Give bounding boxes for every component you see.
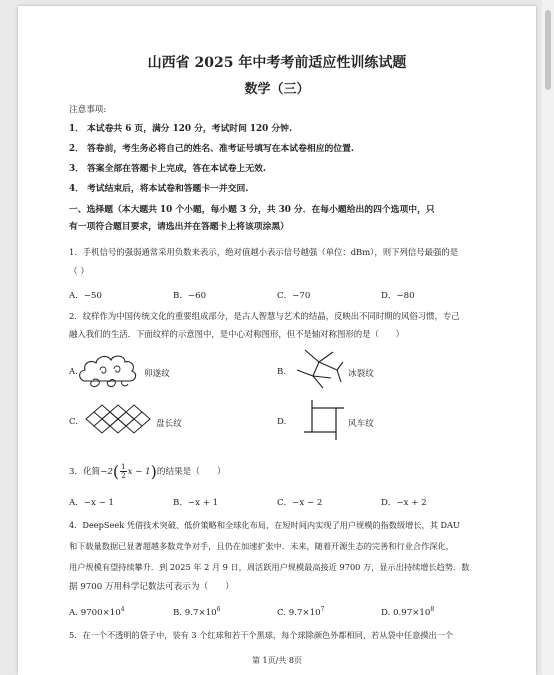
q3-option-a: A．−x − 1 [69, 498, 114, 508]
q3-frac-num: 1 [121, 463, 126, 471]
notice-heading: 注意事项: [69, 105, 107, 115]
document-page [18, 6, 536, 675]
q2-option-d-label: 风车纹 [348, 419, 374, 429]
q3-open-paren: ( [112, 461, 120, 481]
q3-suffix: 的结果是（ ） [156, 466, 226, 477]
q3-close-paren: ) [150, 461, 157, 481]
notice-4: 4． 考试结束后，将本试卷和答题卡一并交回. [69, 184, 249, 194]
q4-option-a: A. $9700\times 10^4$ [69, 606, 125, 618]
q2-line2: 融入我们的生活．下面纹样的示意图中，是中心对称图形，但不是轴对称图形的是（ ） [69, 329, 404, 339]
q1-option-a: A．−50 [69, 291, 102, 301]
notice-1: 1． 本试卷共 6 页，满分 120 分，考试时间 120 分钟. [69, 124, 293, 134]
exam-title: 山西省 2025 年中考考前适应性训练试题 [147, 55, 407, 71]
scrollbar-thumb[interactable] [545, 10, 551, 90]
ice-crack-pattern-icon [291, 348, 345, 390]
q3-fraction [120, 463, 126, 480]
cloud-pattern-icon [78, 351, 142, 391]
q3-option-b: B．−x + 1 [173, 498, 219, 508]
q3-line [69, 463, 226, 480]
exam-subtitle: 数学（三） [244, 82, 310, 97]
q2-option-c-letter: C. [69, 417, 79, 427]
q4-option-c: C. $9.7\times 10^7$ [277, 606, 325, 618]
vertical-scrollbar[interactable] [542, 0, 554, 675]
q2-line1: 2．纹样作为中国传统文化的重要组成部分，是古人智慧与艺术的结晶，反映出不同时期的风俗习惯，专己 [69, 311, 460, 321]
q4-line2: 和下载量数据已显著超越多数竞争对手，且仍在加速扩张中．未来，随着开源生态的完善和行业合作深化， [69, 541, 454, 551]
q3-option-c: C．−x − 2 [277, 498, 323, 508]
q1-option-c: C．−70 [277, 291, 311, 301]
q2-option-b-label: 冰裂纹 [348, 369, 374, 379]
section1-heading-line2: 有一项符合题目要求，请选出并在答题卡上将该项涂黑） [69, 222, 289, 232]
q4-line3: 用户规模有望持续攀升．到 2025 年 2 月 9 日，周活跃用户规模最高接近 9700 万，显示出持续增长趋势．数 [69, 562, 470, 572]
q4-option-d: D. $0.97\times 10^8$ [381, 606, 435, 618]
notice-2: 2． 答卷前，考生务必将自己的姓名、准考证号填写在本试卷相应的位置. [69, 144, 354, 154]
q1-line2: （ ） [69, 267, 89, 277]
endless-knot-pattern-icon [82, 402, 154, 436]
notice-3: 3． 答案全部在答题卡上完成，答在本试卷上无效. [69, 164, 266, 174]
q2-option-b-letter: B. [277, 367, 287, 377]
page-footer: 第 1页/共 8页 [252, 656, 302, 665]
q3-prefix: 3．化简 [69, 466, 101, 477]
q4-option-b: B. $9.7\times 10^6$ [173, 606, 221, 618]
q4-line1: 4．DeepSeek 凭借技术突破、低价策略和全球化布局，在短时间内实现了用户规模的指数级增长，其 DAU [69, 520, 460, 530]
q3-option-d: D．−x + 2 [381, 498, 427, 508]
q2-option-d-letter: D. [277, 417, 287, 427]
q4-line4: 据 9700 万用科学记数法可表示为（ ） [69, 582, 234, 592]
q2-option-a-letter: A. [69, 367, 78, 377]
q3-expr-end: x − 1 [127, 466, 151, 477]
windmill-pattern-icon [304, 398, 344, 440]
section1-heading-line1: 一、选择题（本大题共 10 个小题，每小题 3 分，共 30 分．在每小题给出的四个选项中，只 [69, 205, 435, 215]
q3-frac-den: 2 [121, 472, 126, 480]
q1-option-d: D．−80 [381, 291, 415, 301]
q1-option-b: B．−60 [173, 291, 207, 301]
q3-expr-start: −2 [100, 466, 113, 477]
q2-option-a-label: 卯遂纹 [144, 369, 170, 379]
q1-line1: 1．手机信号的强弱通常采用负数来表示，绝对值越小表示信号越强（单位：dBm），则下列信号最强的是 [69, 247, 459, 257]
q2-option-c-label: 盘长纹 [156, 419, 182, 429]
q5-line1: 5．在一个不透明的袋子中，装有 3 个红球和若干个黑球，每个球除颜色外都相同，若从袋中任意摸出一个 [69, 630, 454, 640]
